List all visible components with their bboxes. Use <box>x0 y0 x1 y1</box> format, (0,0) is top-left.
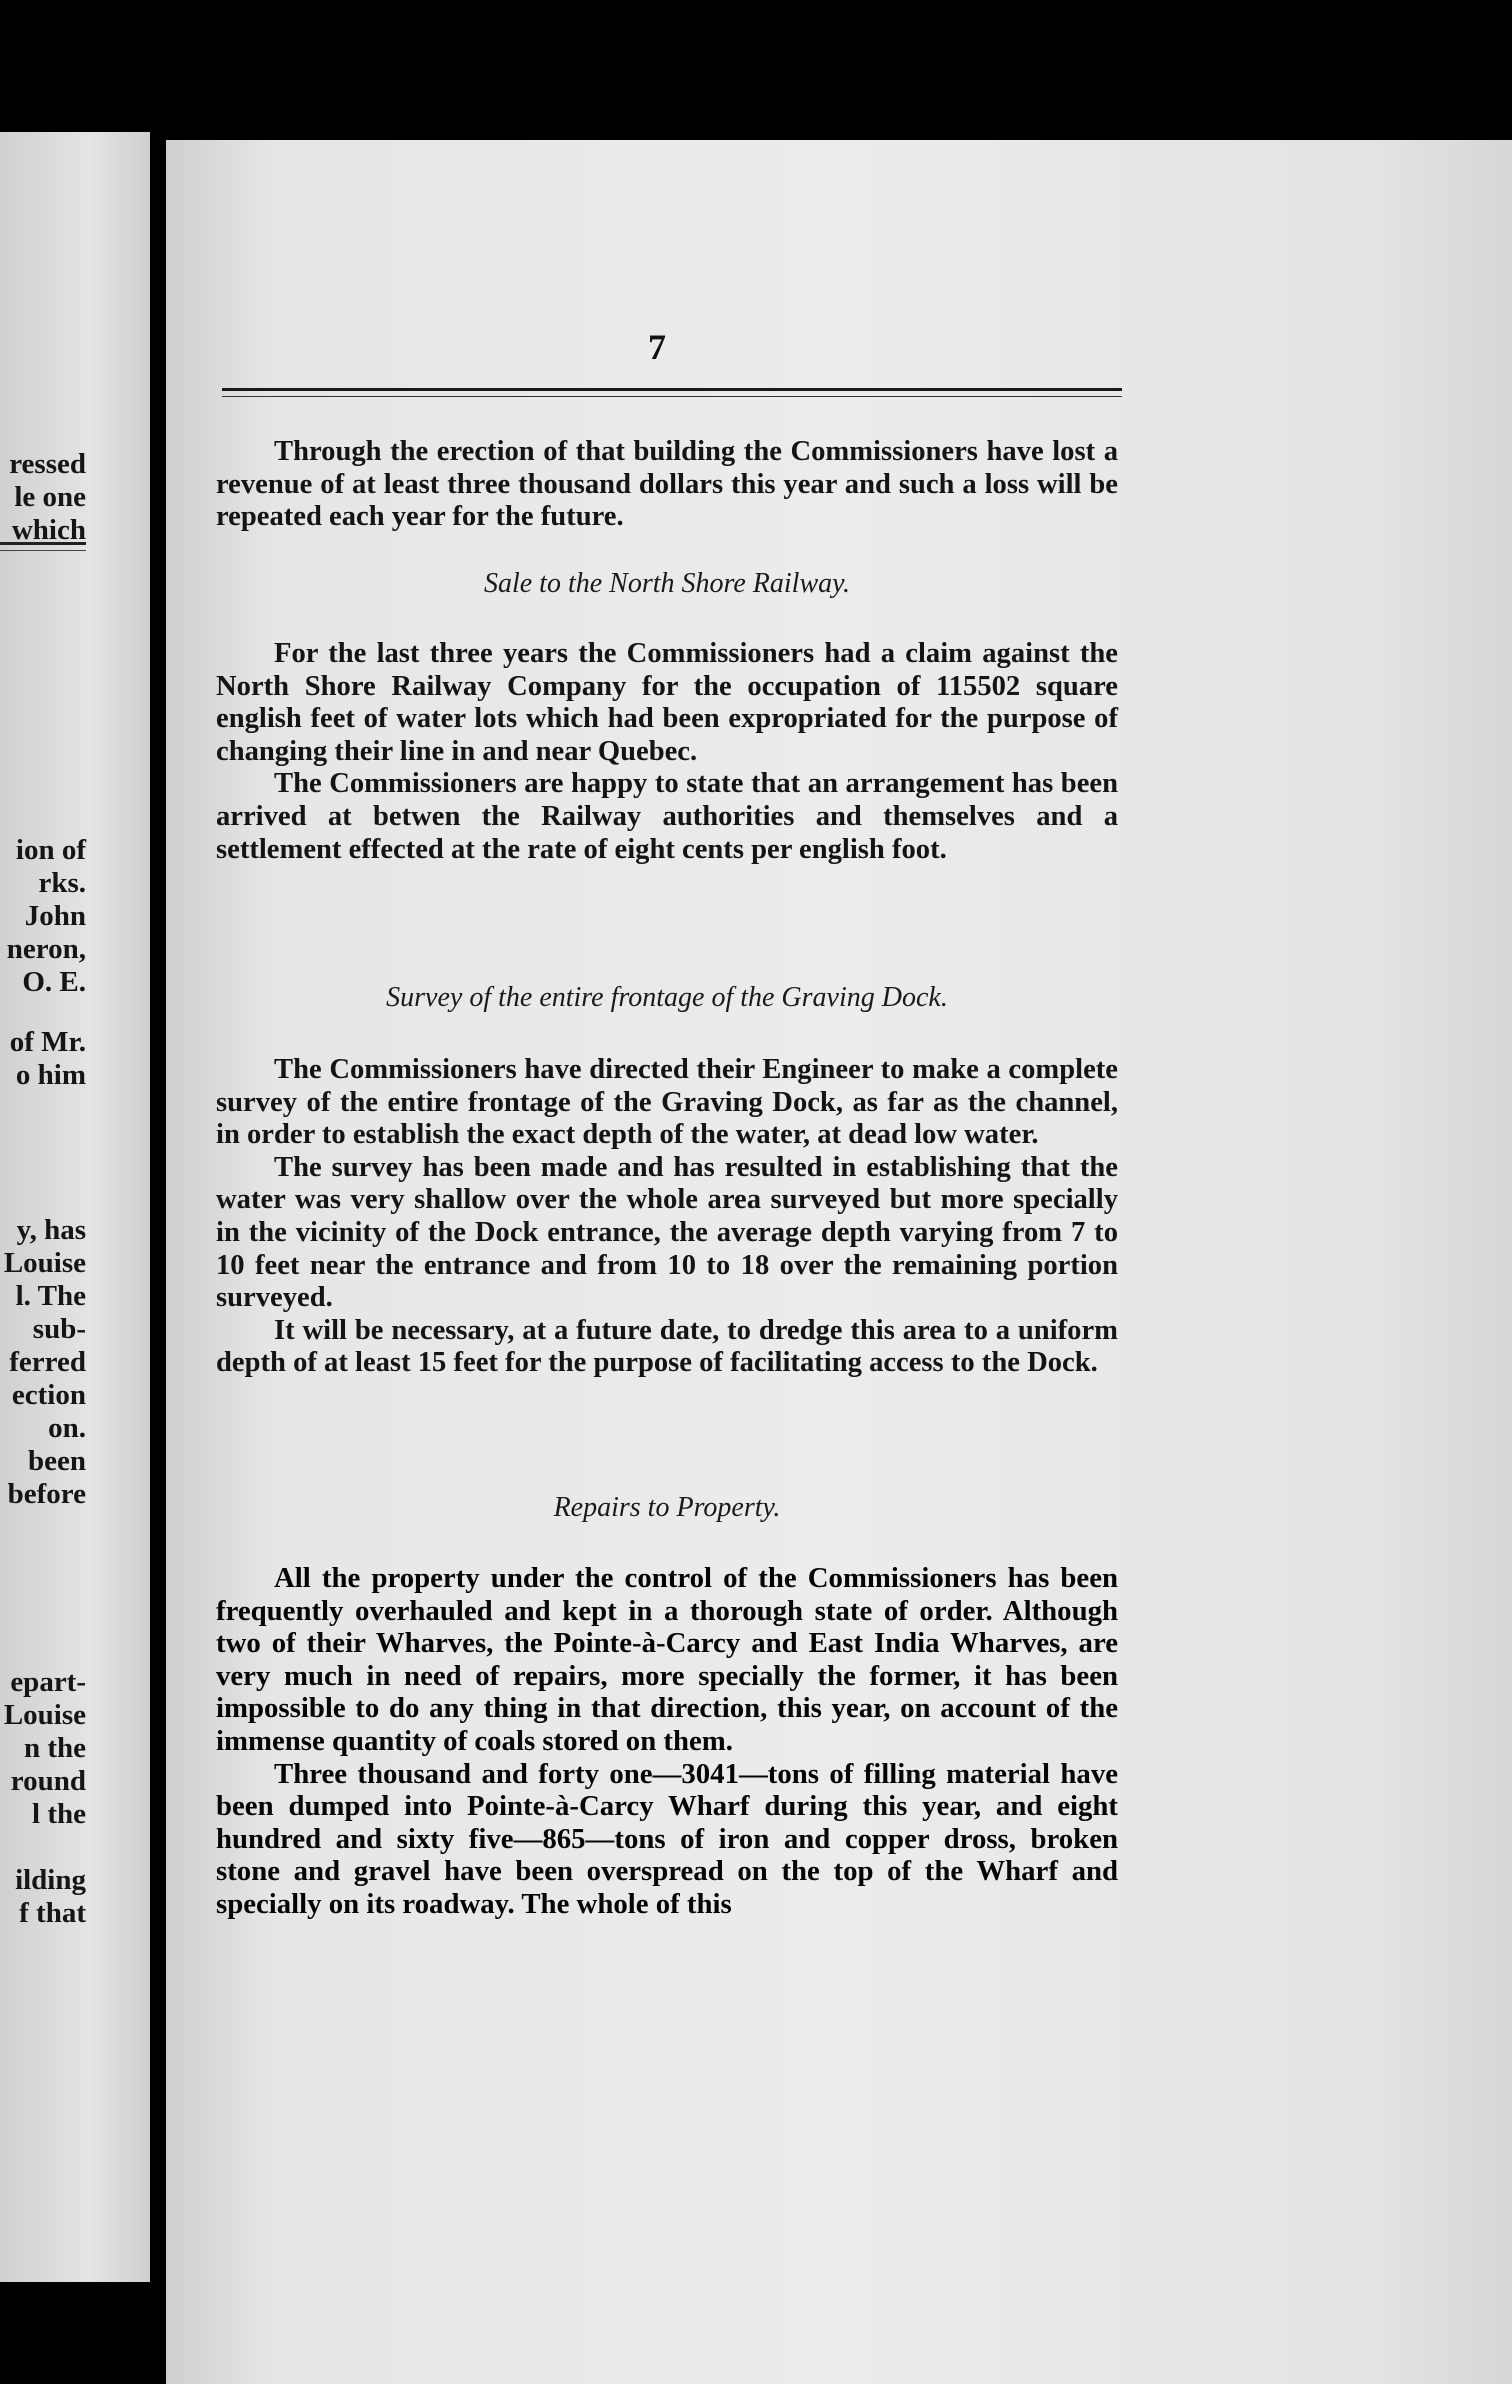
section-body <box>216 1054 1118 1380</box>
paragraph: For the last three years the Commissioners had a claim against the North Shore Railway Company for the occupation of 115502 square english feet of water lots which had been expropriated for the purpose of changing their line in and near Quebec. <box>216 638 1118 767</box>
left-page-line: ferred <box>9 1346 86 1378</box>
paragraph: Three thousand and forty one—3041—tons of filling material have been dumped into Pointe-à-Carcy Wharf during this year, and eight hundred and sixty five—865—tons of iron and copper dross, broken stone and gravel have been overspread on the top of the Wharf and specially on its roadway. The whole of this <box>216 1757 1118 1920</box>
left-page-line: n the <box>23 1732 86 1764</box>
header-rule <box>222 388 1122 391</box>
left-page-line: on. <box>48 1412 86 1444</box>
left-page-line: been <box>28 1445 86 1477</box>
left-page-line: Louise <box>3 1699 86 1731</box>
left-page-line: l the <box>32 1798 86 1830</box>
left-page-line: ion of <box>15 834 86 866</box>
intro-paragraph: Through the erection of that building the Commissioners have lost a revenue of at least three thousand dollars this year and such a loss will be repeated each year for the future. <box>216 436 1118 533</box>
left-page-line: epart- <box>10 1666 86 1698</box>
section-body <box>216 638 1118 866</box>
left-page-line: neron, <box>6 933 86 965</box>
paragraph: It will be necessary, at a future date, to dredge this area to a uniform depth of at least 15 feet for the purpose of facilitating access to the Dock. <box>216 1314 1118 1379</box>
document-page <box>166 140 1512 2384</box>
left-page-line: o him <box>15 1059 86 1091</box>
left-page-line: Louise <box>3 1247 86 1279</box>
section-heading: Survey of the entire frontage of the Graving Dock. <box>386 982 948 1013</box>
left-page-line: of Mr. <box>9 1026 86 1058</box>
left-page-line: le one <box>14 481 86 513</box>
previous-page-edge <box>0 132 150 2282</box>
paragraph: The Commissioners are happy to state that an arrangement has been arrived at betwen the Railway authorities and themselves and a settlement effected at the rate of eight cents per english foot. <box>216 768 1118 865</box>
left-page-line: which <box>11 514 86 546</box>
paragraph: All the property under the control of the Commissioners has been frequently overhauled and kept in a thorough state of order. Although two of their Wharves, the Pointe-à-Carcy and East India Wharves, are very much in need of repairs, more specially the former, it has been impossible to do any thing in that direction, this year, on account of the immense quantity of coals stored on them. <box>216 1562 1118 1757</box>
paragraph: The Commissioners have directed their Engineer to make a complete survey of the entire frontage of the Graving Dock, as far as the channel, in order to establish the exact depth of the water, at dead low water. <box>216 1054 1118 1151</box>
left-page-line: John <box>24 900 86 932</box>
left-page-rule-thin <box>0 550 86 551</box>
page-number: 7 <box>648 327 666 367</box>
left-page-line: ilding <box>15 1864 86 1896</box>
left-page-line: ressed <box>9 448 86 480</box>
left-page-line: sub- <box>32 1313 86 1345</box>
left-page-line: ection <box>11 1379 86 1411</box>
paragraph: The survey has been made and has resulted in establishing that the water was very shallow over the whole area surveyed but more specially in the vicinity of the Dock entrance, the average depth varying from 7 to 10 feet near the entrance and from 10 to 18 over the remaining portion surveyed. <box>216 1151 1118 1314</box>
left-page-line: rks. <box>38 867 86 899</box>
section-body <box>216 1562 1118 1921</box>
left-page-line: l. The <box>15 1280 86 1312</box>
header-rule-thin <box>222 396 1122 397</box>
section-heading: Sale to the North Shore Railway. <box>483 568 851 599</box>
intro-paragraph-block <box>216 436 1118 534</box>
left-page-line: O. E. <box>22 966 86 998</box>
left-page-line: f that <box>19 1897 86 1929</box>
left-page-line: before <box>7 1478 86 1510</box>
left-page-line: round <box>10 1765 86 1797</box>
section-heading: Repairs to Property. <box>553 1492 781 1523</box>
left-page-line: y, has <box>16 1214 86 1246</box>
